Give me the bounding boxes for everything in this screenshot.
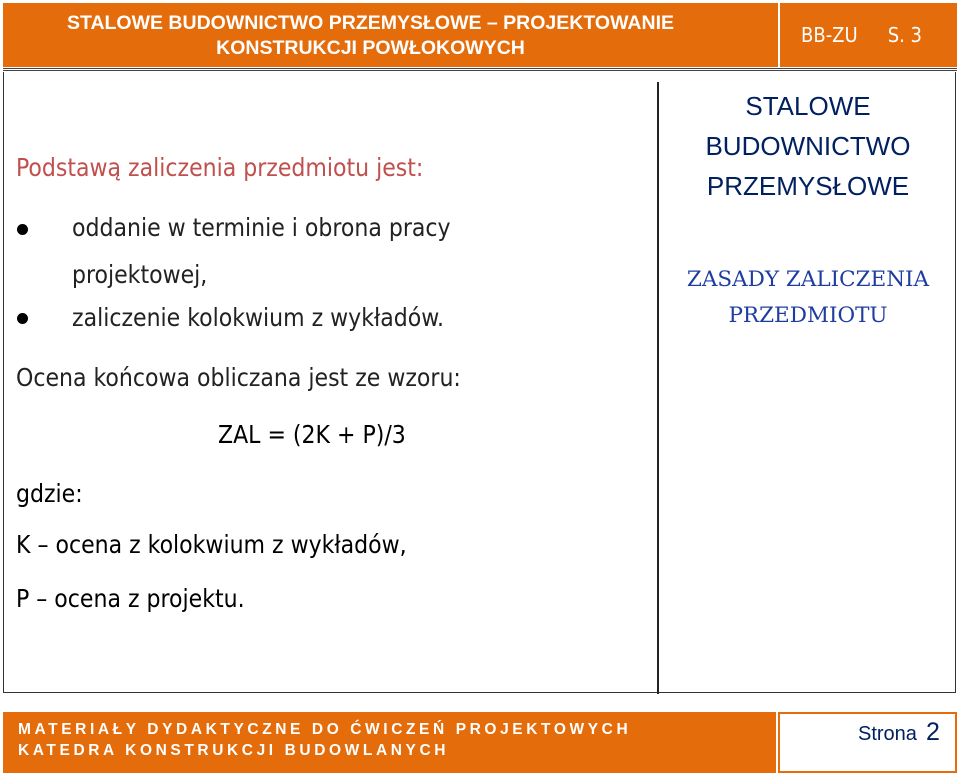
footer-line2: KATEDRA KONSTRUKCJI BUDOWLANYCH [18, 742, 450, 759]
grade-intro: Ocena końcowa obliczana jest ze wzoru: [16, 363, 461, 392]
slide-prefix: S. [887, 23, 905, 47]
bullet-1-line1: oddanie w terminie i obrona pracy [72, 213, 451, 242]
frame-bottom-border [3, 692, 956, 693]
frame-right-border [955, 72, 956, 693]
footer-banner [3, 712, 776, 773]
side-panel-title [662, 86, 954, 206]
column-divider [657, 82, 659, 694]
definition-p: P – ocena z projektu. [16, 584, 245, 613]
side-subtitle-line: ZASADY ZALICZENIA [686, 267, 930, 292]
lead-heading: Podstawą zaliczenia przedmiotu jest: [16, 153, 424, 182]
footer-line1: MATERIAŁY DYDAKTYCZNE DO ĆWICZEŃ PROJEKTOWYCH [18, 721, 632, 738]
side-title-line: PRZEMYSŁOWE [706, 171, 910, 201]
page-label: Strona [858, 723, 917, 745]
bullet-dot [17, 224, 28, 235]
header-course-code [780, 3, 957, 67]
bullet-dot [17, 313, 28, 324]
grade-formula: ZAL = (2K + P)/3 [218, 420, 406, 449]
frame-left-border [3, 72, 4, 693]
page-number: 2 [926, 718, 940, 746]
header-title-line2: KONSTRUKCJI POWŁOKOWYCH [216, 37, 525, 59]
bullet-1-line2: projektowej, [72, 260, 208, 289]
course-code: BB-ZU [801, 23, 858, 47]
slide-number: 3 [910, 23, 922, 47]
header-rule [3, 68, 957, 71]
definition-k: K – ocena z kolokwium z wykładów, [16, 530, 407, 559]
side-title-line: STALOWE [745, 91, 871, 121]
side-subtitle-line: PRZEDMIOTU [728, 303, 888, 328]
bullet-2-line1: zaliczenie kolokwium z wykładów. [72, 303, 444, 332]
side-panel-subtitle [662, 262, 954, 334]
side-title-line: BUDOWNICTWO [705, 131, 911, 161]
header-title [3, 3, 778, 67]
header-title-line1: STALOWE BUDOWNICTWO PRZEMYSŁOWE – PROJEKTOWANIE [66, 12, 675, 34]
where-label: gdzie: [16, 479, 83, 508]
